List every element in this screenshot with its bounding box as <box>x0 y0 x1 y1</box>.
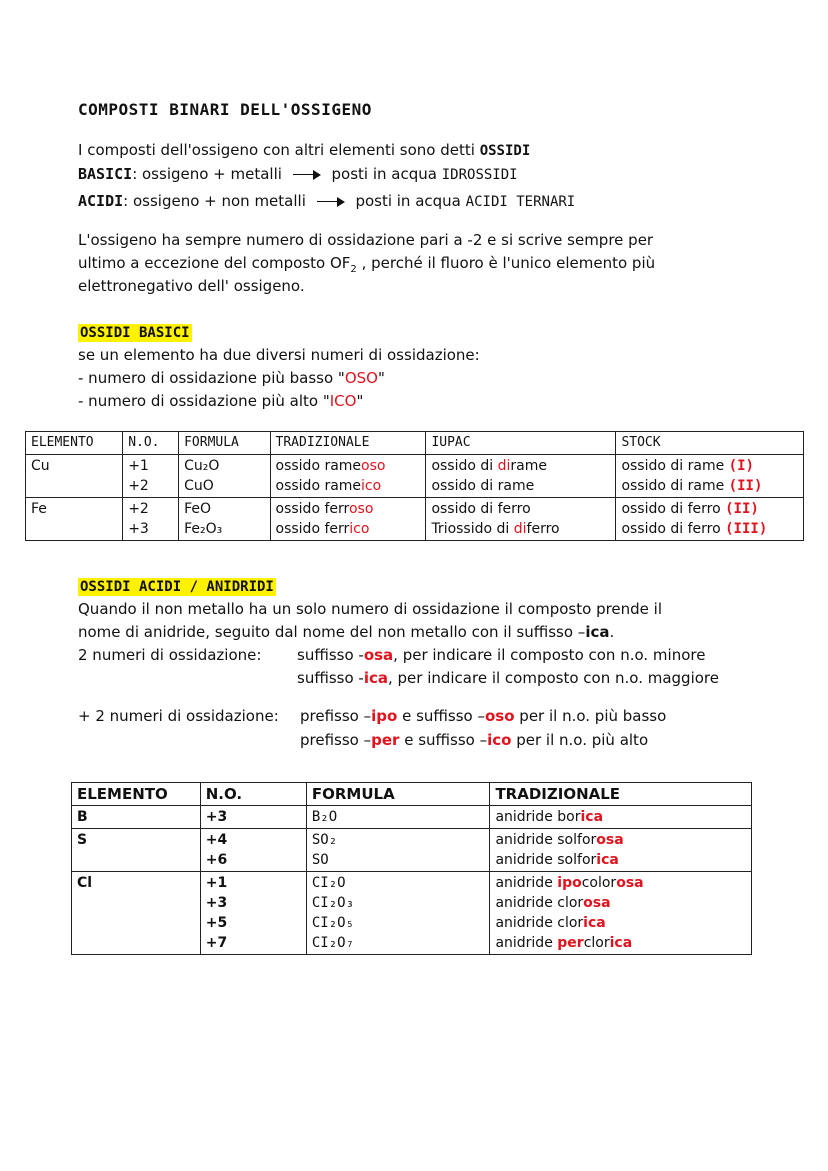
acidi-text: : ossigeno + non metalli <box>123 192 306 210</box>
paragraph-text: ultimo a eccezione del composto OF <box>78 254 351 272</box>
per-keyword: per <box>371 731 400 749</box>
two-no-label: 2 numeri di ossidazione: <box>78 646 262 664</box>
stock-roman: (III) <box>725 521 768 537</box>
trad-stem: anidride bor <box>495 809 581 825</box>
trad-name <box>495 850 746 870</box>
acid-oxides-table <box>71 782 752 955</box>
element-cell: Cl <box>72 872 201 955</box>
two-no-line-1 <box>297 644 705 666</box>
text: - numero di ossidazione più alto " <box>78 392 330 410</box>
paragraph-line-3: elettronegativo dell' ossigeno. <box>78 277 305 295</box>
formula-value: SO <box>311 852 329 868</box>
text: prefisso – <box>300 731 372 749</box>
formula-cell <box>179 455 270 498</box>
formula-value: CI₂O <box>311 875 346 891</box>
trad-stem: clor <box>583 935 610 951</box>
trad-name <box>276 519 421 539</box>
trad-affix: ipo <box>557 875 582 891</box>
trad-stem: anidride solfor <box>495 832 597 848</box>
text: e suffisso – <box>399 731 488 749</box>
acidi-label: ACIDI <box>78 192 124 210</box>
iupac-name <box>431 476 610 496</box>
ossidi-keyword: OSSIDI <box>479 143 531 159</box>
text: , per indicare il composto con n.o. minore <box>393 646 706 664</box>
table-header: ELEMENTO <box>72 783 201 806</box>
oso-keyword: OSO <box>344 369 378 387</box>
basic-line-1: se un elemento ha due diversi numeri di ossidazione: <box>78 346 480 364</box>
highlight-heading: OSSIDI BASICI <box>80 325 190 341</box>
no-value: +6 <box>205 852 228 868</box>
text: , per indicare il composto con n.o. maggiore <box>387 669 719 687</box>
trad-suffix: oso <box>361 458 386 474</box>
iupac-stem: ossido di rame <box>431 478 535 494</box>
table-header: IUPAC <box>426 432 616 455</box>
trad-cell <box>490 806 752 829</box>
text: - numero di ossidazione più basso " <box>78 369 345 387</box>
stock-roman: (I) <box>728 458 754 474</box>
iupac-end: ferro <box>526 521 560 537</box>
no-value: +5 <box>205 915 228 931</box>
arrow-right-icon <box>293 170 321 180</box>
acid-line-2 <box>78 621 614 643</box>
no-value: +3 <box>128 521 149 537</box>
trad-name <box>495 893 746 913</box>
stock-roman: (II) <box>728 478 763 494</box>
trad-cell <box>490 872 752 955</box>
formula-value: CI₂O₇ <box>311 935 355 951</box>
trad-stem: ossido ferr <box>275 521 350 537</box>
trad-suffix: oso <box>348 501 374 517</box>
no-cell <box>123 498 179 541</box>
basic-line-3 <box>78 390 363 412</box>
no-value: +3 <box>205 895 228 911</box>
no-value: +2 <box>128 501 149 517</box>
table-row <box>72 806 752 829</box>
formula-cell <box>306 872 490 955</box>
text: per il n.o. più alto <box>511 731 649 749</box>
text: suffisso - <box>297 646 364 664</box>
trad-name <box>276 476 421 496</box>
trad-suffix: ico <box>349 521 370 537</box>
element-cell: Fe <box>26 498 123 541</box>
trad-name <box>276 499 421 519</box>
no-cell <box>200 872 306 955</box>
iupac-stem: ossido di ferro <box>431 501 531 517</box>
two-no-line-2 <box>297 667 719 689</box>
formula-value: FeO <box>184 501 212 517</box>
trad-name <box>495 933 746 953</box>
idrossidi-keyword: IDROSSIDI <box>441 167 518 183</box>
stock-name <box>621 519 798 539</box>
trad-stem: ossido rame <box>275 478 362 494</box>
no-value: +7 <box>205 935 228 951</box>
ica-keyword: ica <box>363 669 388 687</box>
trad-affix: osa <box>583 895 611 911</box>
basici-text: : ossigeno + metalli <box>132 165 282 183</box>
iupac-stem: Triossido di <box>431 521 514 537</box>
stock-stem: ossido di ferro <box>621 501 726 517</box>
trad-affix: ica <box>609 935 633 951</box>
more-no-line-1 <box>300 705 666 727</box>
iupac-name <box>431 456 610 476</box>
trad-stem: anidride clor <box>495 895 584 911</box>
formula-cell <box>179 498 270 541</box>
table-header: TRADIZIONALE <box>270 432 426 455</box>
acid-line-1: Quando il non metallo ha un solo numero di ossidazione il composto prende il <box>78 600 663 618</box>
trad-name <box>495 830 746 850</box>
trad-stem: anidride <box>495 935 558 951</box>
subscript: 2 <box>350 264 357 275</box>
trad-cell <box>270 455 426 498</box>
trad-suffix: ico <box>361 478 382 494</box>
table-header: N.O. <box>200 783 306 806</box>
basic-line-2 <box>78 367 385 389</box>
formula-value: SO₂ <box>311 832 338 848</box>
basici-label: BASICI <box>78 165 133 183</box>
stock-roman: (II) <box>725 501 759 517</box>
stock-stem: ossido di rame <box>621 458 729 474</box>
stock-name <box>621 456 798 476</box>
oso-keyword: oso <box>484 707 515 725</box>
iupac-prefix: di <box>513 521 527 537</box>
section-heading-basic <box>78 322 192 341</box>
basic-oxides-table <box>25 431 804 541</box>
stock-cell <box>616 498 804 541</box>
text: " <box>377 369 385 387</box>
basici-line <box>78 163 518 186</box>
table-row <box>26 455 804 498</box>
element-cell: Cu <box>26 455 123 498</box>
stock-stem: ossido di ferro <box>621 521 726 537</box>
element-cell: S <box>72 829 201 872</box>
trad-cell <box>270 498 426 541</box>
table-header: N.O. <box>123 432 179 455</box>
trad-cell <box>490 829 752 872</box>
formula-value: CI₂O₃ <box>311 895 355 911</box>
trad-name <box>495 807 746 827</box>
iupac-name <box>431 499 610 519</box>
table-header: FORMULA <box>306 783 490 806</box>
paragraph-text: , perché il fluoro è l'unico elemento più <box>361 254 656 272</box>
ico-keyword: ico <box>487 731 512 749</box>
section-heading-acid <box>78 576 276 595</box>
trad-affix: ica <box>580 809 604 825</box>
highlight-heading: OSSIDI ACIDI / ANIDRIDI <box>80 579 274 595</box>
trad-name <box>495 873 746 893</box>
ico-keyword: ICO <box>329 392 357 410</box>
formula-cell <box>306 806 490 829</box>
text: suffisso - <box>297 669 364 687</box>
formula-value: Fe₂O₃ <box>184 521 223 537</box>
text: . <box>609 623 615 641</box>
table-header: STOCK <box>616 432 804 455</box>
no-value: +2 <box>128 478 149 494</box>
text: nome di anidride, seguito dal nome del non metallo con il suffisso – <box>78 623 586 641</box>
iupac-cell <box>426 455 616 498</box>
no-value: +1 <box>205 875 228 891</box>
basici-result: posti in acqua <box>331 165 437 183</box>
trad-affix: ica <box>583 915 606 931</box>
table-header: ELEMENTO <box>26 432 123 455</box>
stock-name <box>621 499 798 519</box>
trad-affix: ica <box>596 852 619 868</box>
iupac-prefix: di <box>497 458 511 474</box>
acidi-result: posti in acqua <box>355 192 461 210</box>
trad-stem: anidride <box>495 875 558 891</box>
table-row <box>72 829 752 872</box>
stock-cell <box>616 455 804 498</box>
iupac-name <box>431 519 610 539</box>
no-value: +3 <box>205 809 228 825</box>
trad-affix: osa <box>596 832 624 848</box>
arrow-right-icon <box>317 197 345 207</box>
more-no-label: + 2 numeri di ossidazione: <box>78 707 279 725</box>
table-row <box>26 498 804 541</box>
element-cell: B <box>72 806 201 829</box>
iupac-stem: ossido di <box>431 458 498 474</box>
no-cell <box>200 829 306 872</box>
trad-stem: ossido rame <box>275 458 362 474</box>
no-cell <box>123 455 179 498</box>
trad-affix: per <box>557 935 584 951</box>
formula-value: B₂O <box>311 809 338 825</box>
text: prefisso – <box>300 707 372 725</box>
no-value: +1 <box>128 458 149 474</box>
no-cell <box>200 806 306 829</box>
no-value: +4 <box>205 832 228 848</box>
formula-value: CI₂O₅ <box>311 915 355 931</box>
iupac-end: rame <box>510 458 547 474</box>
more-no-line-2 <box>300 729 648 751</box>
text: per il n.o. più basso <box>514 707 667 725</box>
acidi-line <box>78 190 575 213</box>
iupac-cell <box>426 498 616 541</box>
ipo-keyword: ipo <box>371 707 398 725</box>
trad-name <box>276 456 421 476</box>
formula-value: CuO <box>184 478 214 494</box>
trad-stem: color <box>581 875 617 891</box>
table-row <box>72 872 752 955</box>
page-title: COMPOSTI BINARI DELL'OSSIGENO <box>78 100 372 119</box>
trad-stem: anidride clor <box>495 915 584 931</box>
acidi-ternari-keyword: ACIDI TERNARI <box>465 194 576 210</box>
osa-keyword: osa <box>363 646 394 664</box>
trad-stem: anidride solfor <box>495 852 597 868</box>
trad-stem: ossido ferr <box>275 501 349 517</box>
trad-name <box>495 913 746 933</box>
formula-value: Cu₂O <box>184 458 220 474</box>
table-header: TRADIZIONALE <box>490 783 752 806</box>
trad-affix: osa <box>616 875 644 891</box>
stock-stem: ossido di rame <box>621 478 729 494</box>
intro-line-1 <box>78 139 530 162</box>
formula-cell <box>306 829 490 872</box>
intro-text: I composti dell'ossigeno con altri elementi sono detti <box>78 141 475 159</box>
paragraph-line-1: L'ossigeno ha sempre numero di ossidazione pari a -2 e si scrive sempre per <box>78 231 654 249</box>
text: e suffisso – <box>397 707 485 725</box>
stock-name <box>621 476 798 496</box>
text: " <box>356 392 364 410</box>
table-header: FORMULA <box>179 432 270 455</box>
ica-keyword: ica <box>585 623 610 641</box>
